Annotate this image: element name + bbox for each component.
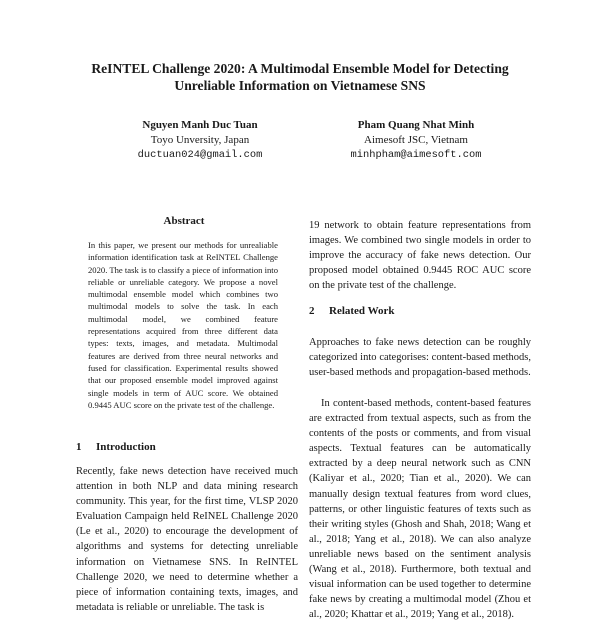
author-name: Pham Quang Nhat Minh: [357, 119, 475, 131]
abstract-text: In this paper, we present our methods for unrealiable information identification task at ReINTEL Challenge 2020. The task is to classify a piece of information into reliable or unreliable category. We propose a novel multimodal ensemble model which combines two multimodal models to solve the task. In each multimodal model, we combined feature representations acquired from three different data types: texts, images, and metadata. Multimodal features are derived from three neural networks and fused for classification. Experimental results showed that our proposed ensemble model improved against single models in term of AUC score. We obtained 0.9445 AUC score on the private test of the challenge.: [88, 240, 278, 410]
section-number: 2: [309, 305, 315, 317]
right-column-paragraph: 19 network to obtain feature representations from images. We combined two single models in order to improve the accuracy of fake news detection. Our proposed model obtained 0.9445 ROC AUC score on the private test of the challenge.: [309, 220, 531, 292]
author-affiliation: Aimesoft JSC, Vietnam: [364, 134, 468, 146]
title-line-2: Unreliable Information on Vietnamese SNS: [174, 78, 426, 93]
section-number: 1: [76, 441, 82, 453]
related-work-paragraph-2: In content-based methods, content-based features are extracted from textual aspects, such as from the contents of the posts or comments, and from visual aspects. Textual features can be automatically extracted by a deep neural network such as CNN (Kaliyar et al., 2020; Tian et al., 2020). We can manually design textual features from word clues, patterns, or other linguistic features of texts such as their writing styles (Ghosh and Shah, 2018; Wang et al., 2018; Yang et al., 2018). We can also analyze unreliable news based on the sentiment analysis (Wang et al., 2018). Furthermore, both textual and visual information can be used together to determine fake news by creating a multimodal model (Zhou et al., 2020; Khattar et al., 2019; Yang et al., 2018).: [309, 398, 531, 621]
related-work-heading: [309, 305, 395, 317]
introduction-heading: [76, 441, 156, 453]
related-work-paragraph-1: Approaches to fake news detection can be roughly categorized into categorises: content-based methods, user-based methods and propagation-based methods.: [309, 337, 531, 379]
author-email[interactable]: minhpham@aimesoft.com: [350, 149, 482, 161]
author-affiliation: Toyo Unversity, Japan: [150, 134, 250, 146]
section-title: Related Work: [329, 305, 395, 317]
paper-title: [40, 60, 560, 94]
author-name: Nguyen Manh Duc Tuan: [142, 119, 258, 131]
author-1: [80, 118, 320, 163]
author-2: [296, 118, 536, 163]
title-line-1: ReINTEL Challenge 2020: A Multimodal Ensemble Model for Detecting: [91, 61, 509, 76]
abstract-heading: Abstract: [163, 215, 205, 227]
introduction-text: Recently, fake news detection have received much attention in both NLP and data mining research community. This year, for the first time, VLSP 2020 Evaluation Campaign held ReINEL Challenge 2020 (Le et al., 2020) to encourage the development of algorithms and systems for detecting unreliable information on Vietnamese SNS. In ReINTEL Challenge 2020, we need to determine whether a piece of information containing texts, images, and metadata is reliable or unreliable. The task is: [76, 466, 298, 613]
section-title: Introduction: [96, 441, 156, 453]
author-email[interactable]: ductuan024@gmail.com: [137, 149, 263, 161]
